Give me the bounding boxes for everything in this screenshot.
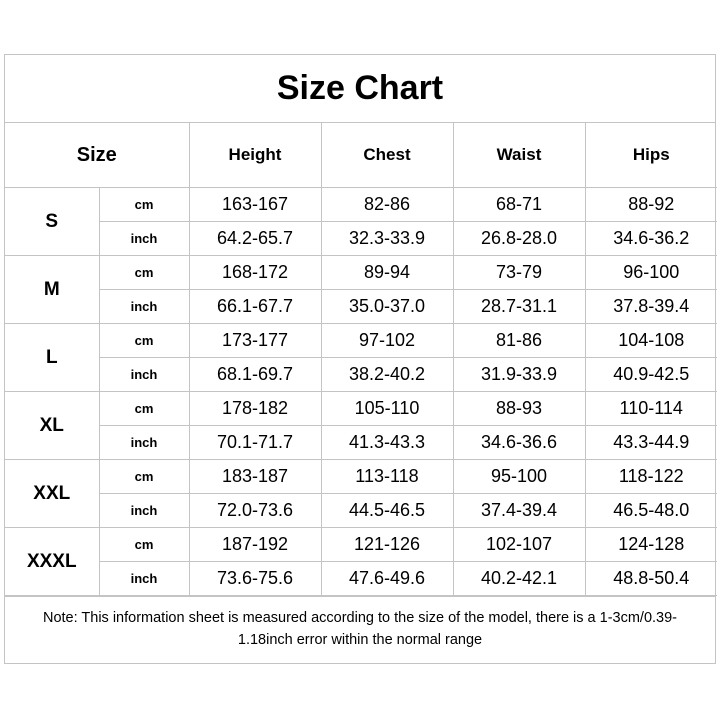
measurement-cell: 178-182 [189,392,321,426]
chest-header: Chest [321,123,453,188]
measurement-cell: 44.5-46.5 [321,494,453,528]
measurement-cell: 110-114 [585,392,717,426]
measurement-cell: 72.0-73.6 [189,494,321,528]
measurement-cell: 89-94 [321,256,453,290]
measurement-cell: 32.3-33.9 [321,222,453,256]
note-text: Note: This information sheet is measured according to the size of the model, there is a 1-3cm/0.39-1.18inch error within the normal range [5,596,715,651]
size-chart-sheet [4,54,716,664]
size-rows [5,188,717,596]
measurement-cell: 35.0-37.0 [321,290,453,324]
measurement-cell: 81-86 [453,324,585,358]
size-label: M [5,256,99,324]
measurement-cell: 97-102 [321,324,453,358]
chart-title: Size Chart [5,55,715,123]
unit-label: cm [99,460,189,494]
size-table [5,123,717,596]
size-label: XXL [5,460,99,528]
size-header: Size [5,123,189,188]
measurement-cell: 46.5-48.0 [585,494,717,528]
table-row [5,256,717,290]
table-row [5,222,717,256]
unit-label: inch [99,562,189,596]
size-label: L [5,324,99,392]
size-label: S [5,188,99,256]
measurement-cell: 43.3-44.9 [585,426,717,460]
unit-label: inch [99,426,189,460]
measurement-cell: 113-118 [321,460,453,494]
table-row [5,528,717,562]
unit-label: inch [99,494,189,528]
measurement-cell: 34.6-36.6 [453,426,585,460]
measurement-cell: 73-79 [453,256,585,290]
measurement-cell: 38.2-40.2 [321,358,453,392]
table-row [5,358,717,392]
measurement-cell: 73.6-75.6 [189,562,321,596]
measurement-cell: 68.1-69.7 [189,358,321,392]
size-label: XXXL [5,528,99,596]
measurement-cell: 28.7-31.1 [453,290,585,324]
table-row [5,188,717,222]
measurement-cell: 118-122 [585,460,717,494]
measurement-cell: 34.6-36.2 [585,222,717,256]
measurement-cell: 82-86 [321,188,453,222]
table-row [5,290,717,324]
measurement-cell: 88-92 [585,188,717,222]
unit-label: inch [99,290,189,324]
table-row [5,324,717,358]
table-row [5,426,717,460]
measurement-cell: 31.9-33.9 [453,358,585,392]
measurement-cell: 37.8-39.4 [585,290,717,324]
measurement-cell: 70.1-71.7 [189,426,321,460]
measurement-cell: 96-100 [585,256,717,290]
unit-label: cm [99,324,189,358]
measurement-cell: 124-128 [585,528,717,562]
measurement-cell: 88-93 [453,392,585,426]
measurement-cell: 104-108 [585,324,717,358]
size-label: XL [5,392,99,460]
measurement-cell: 168-172 [189,256,321,290]
measurement-cell: 102-107 [453,528,585,562]
measurement-cell: 163-167 [189,188,321,222]
table-row [5,494,717,528]
unit-label: cm [99,188,189,222]
unit-label: inch [99,222,189,256]
measurement-cell: 40.2-42.1 [453,562,585,596]
table-row [5,562,717,596]
hips-header: Hips [585,123,717,188]
table-row [5,460,717,494]
measurement-cell: 64.2-65.7 [189,222,321,256]
measurement-cell: 41.3-43.3 [321,426,453,460]
measurement-cell: 66.1-67.7 [189,290,321,324]
header-row [5,123,717,188]
unit-label: cm [99,256,189,290]
measurement-cell: 121-126 [321,528,453,562]
measurement-cell: 173-177 [189,324,321,358]
measurement-cell: 183-187 [189,460,321,494]
height-header: Height [189,123,321,188]
unit-label: cm [99,528,189,562]
measurement-cell: 68-71 [453,188,585,222]
measurement-cell: 48.8-50.4 [585,562,717,596]
measurement-cell: 37.4-39.4 [453,494,585,528]
measurement-cell: 47.6-49.6 [321,562,453,596]
unit-label: inch [99,358,189,392]
measurement-cell: 105-110 [321,392,453,426]
waist-header: Waist [453,123,585,188]
measurement-cell: 40.9-42.5 [585,358,717,392]
measurement-cell: 187-192 [189,528,321,562]
table-row [5,392,717,426]
measurement-cell: 26.8-28.0 [453,222,585,256]
measurement-cell: 95-100 [453,460,585,494]
unit-label: cm [99,392,189,426]
